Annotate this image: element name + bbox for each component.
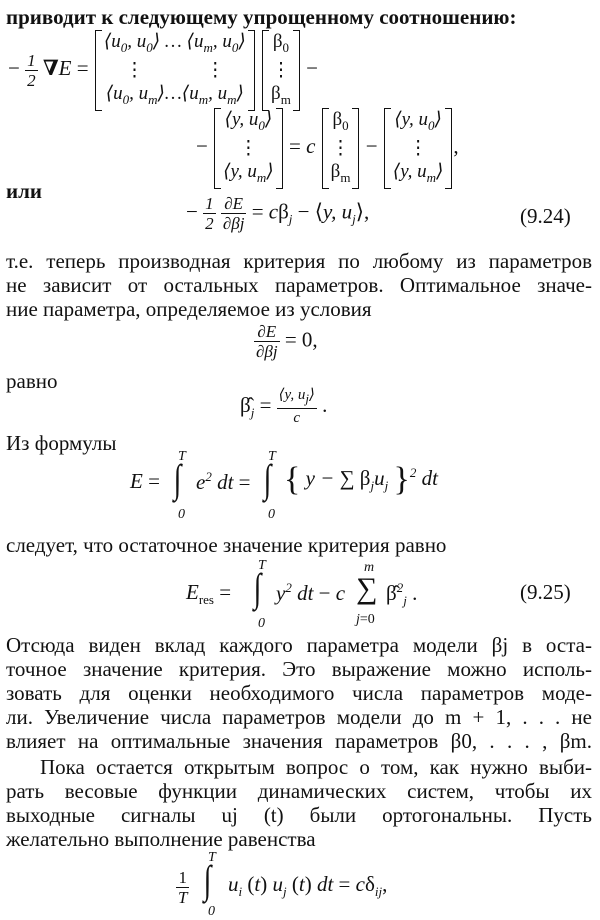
paragraph2-line3: зовать для оценки необходимого числа параметров моде-: [6, 681, 592, 705]
intro-line: приводит к следующему упрощенному соотношению:: [6, 5, 517, 29]
paragraph2-line4: ли. Увеличение числа параметров модели до m + 1, . . . не: [6, 705, 592, 729]
sleduet-line: следует, что остаточное значение критерия равно: [6, 533, 447, 557]
paragraph2-line1: Отсюда виден вклад каждого параметра модели βj в оста-: [6, 633, 592, 657]
paragraph3-line2: рать весовые функции динамических систем, чтобы их: [6, 779, 592, 803]
paragraph3-line3: выходные сигналы uj (t) были ортогональны. Пусть: [6, 803, 592, 827]
paragraph1-line3: ние параметра, определяемое из условия: [6, 297, 372, 321]
criterion-integral: E = ∫ T 0 $e^2$ dt = ∫ T 0 { y − ∑ $\beta_ju_j$ }$^2$ dt: [130, 449, 438, 522]
paragraph1-line1: т.е. теперь производная критерия по любому из параметров: [6, 249, 592, 273]
beta-vector-2: $\beta_0$ ⋮ $\beta_m$: [321, 108, 361, 189]
equation-9-24: − $\frac{1}{2}$ $\frac{\partial E}{\partial\beta j}$ = $c\beta_j$ − ⟨y, $u_j⟩$,: [186, 194, 370, 233]
equation-number-9-24: (9.24): [520, 204, 571, 228]
iz-formuly: Из формулы: [6, 431, 117, 455]
yu-vector: ⟨y, $u_0⟩$ ⋮ ⟨y, $u_m⟩$: [213, 108, 284, 189]
gram-matrix: $⟨u_0$, $u_0⟩$ … $⟨u_m$, $u_0⟩$ ⋮ ⋮ $⟨u_0$, $u_m⟩\dots⟨u_m$, $u_m⟩$: [94, 30, 256, 111]
word-ili: или: [6, 179, 42, 203]
matrix-equation-row2: − ⟨y, $u_0⟩$ ⋮ ⟨y, $u_m⟩$ = c $\beta_0$ ⋮ $\beta_m$ − ⟨y, $u_0⟩$ ⋮ ⟨y, $u_m⟩$ ,: [196, 108, 459, 189]
equation-9-25: $E_{res}$ = ∫ T 0 $y^2$ dt − c ∑ m j=0 β̂$^2_j$ .: [186, 558, 418, 631]
yu-vector-2: ⟨y, $u_0⟩$ ⋮ ⟨y, $u_m⟩$: [383, 108, 454, 189]
optimality-condition: $\frac{\partial E}{\partial\beta j}$ = 0,: [256, 322, 318, 361]
word-ravno: равно: [6, 369, 58, 393]
paragraph2-line2: точное значение критерия. Это выражение можно исполь-: [6, 657, 592, 681]
paragraph3-line1: Пока остается открытым вопрос о том, как нужно выби-: [40, 755, 592, 779]
beta-vector: $\beta_0$ ⋮ $\beta_m$: [261, 30, 301, 111]
paragraph3-line4: желательно выполнение равенства: [6, 827, 316, 851]
orthogonality-equation: $\frac{1}{T}$ ∫ T 0 $u_i$ (t) $u_j$ (t) dt = $c\delta_{ij}$,: [178, 850, 388, 919]
paragraph1-line2: не зависит от остальных параметров. Оптимальное значе-: [6, 273, 592, 297]
matrix-equation-row1: − $\frac{1}{2}$ ∇E = $⟨u_0$, $u_0⟩$ … $⟨u_m$, $u_0⟩$ ⋮ ⋮ $⟨u_0$, $u_m⟩\dots⟨u_m$, $u_m⟩$ $\beta_0$ ⋮ $\beta_m$ −: [8, 30, 318, 111]
beta-hat-equation: $\betâ_j$ = $\frac{⟨y, u_j⟩}{c}$ .: [240, 387, 328, 426]
fraction-one-half: $\frac{1}{2}$: [27, 50, 36, 90]
equation-number-9-25: (9.25): [520, 580, 571, 604]
paragraph2-line5: влияет на оптимальные значения параметров β0, . . . , βm.: [6, 729, 592, 753]
